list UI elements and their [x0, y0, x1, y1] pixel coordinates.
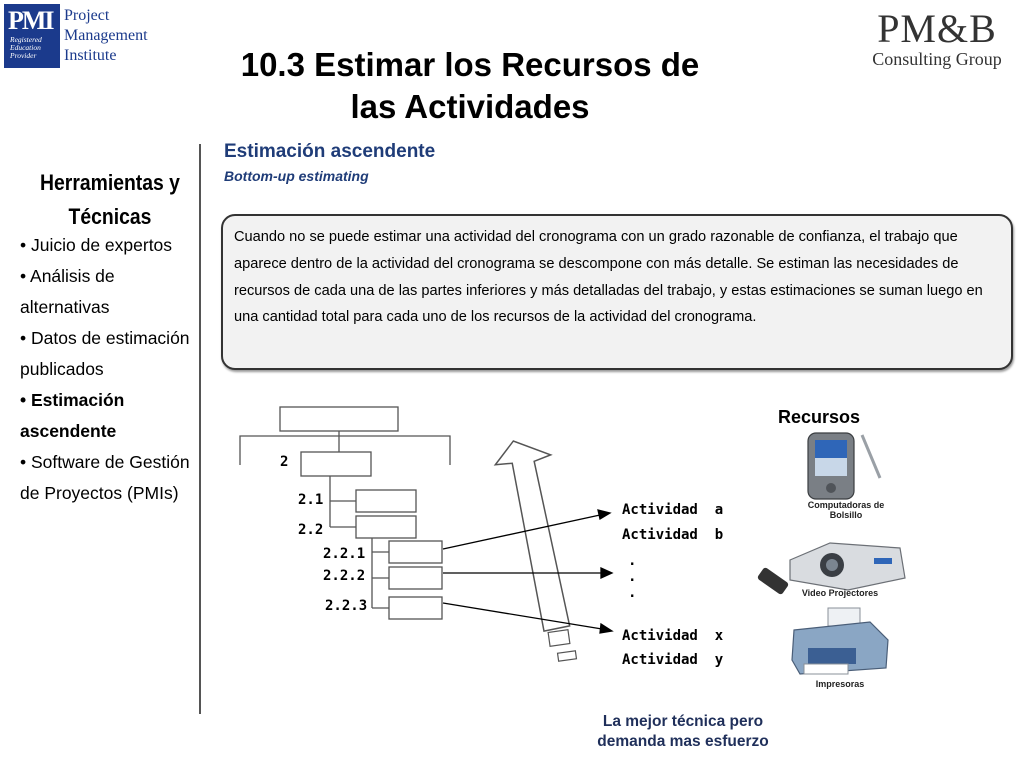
pda-icon — [808, 433, 880, 499]
pmb-logo-name: PM&B — [877, 6, 997, 51]
sidebar-heading-line-1: Herramientas y — [40, 170, 180, 195]
printer-icon — [792, 608, 888, 674]
activity-label: Actividad b — [622, 527, 724, 543]
bottom-note-line-2: demanda mas esfuerzo — [597, 733, 769, 750]
resource-caption: Impresoras — [815, 679, 865, 689]
upward-arrow-icon — [493, 438, 576, 662]
wbs-box-2-2-2 — [389, 567, 442, 589]
activity-label: Actividad x — [622, 628, 724, 644]
wbs-box-2-2 — [356, 516, 416, 538]
wbs-box-2 — [301, 452, 371, 476]
wbs-label: 2.2.3 — [325, 598, 368, 614]
wbs-label: 2.2.2 — [323, 568, 366, 584]
tools-list-item: • Software de Gestión de Proyectos (PMIs) — [20, 452, 190, 503]
bottom-note-line-1: La mejor técnica pero — [602, 713, 764, 730]
activity-ellipsis: . — [628, 569, 637, 585]
resources-heading: Recursos — [778, 407, 861, 427]
pmi-badge-text: Registered Education Provider — [10, 35, 42, 60]
page-title-line-2: las Actividades — [350, 88, 590, 125]
pmi-line-3: Institute — [64, 47, 117, 64]
pmb-logo-tagline: Consulting Group — [872, 49, 1002, 69]
sidebar-heading-line-2: Técnicas — [68, 204, 152, 229]
wbs-label: 2.1 — [298, 492, 324, 508]
wbs-box-2-2-3 — [389, 597, 442, 619]
wbs-root-box — [280, 407, 398, 431]
bottom-note — [568, 712, 798, 752]
wbs-label: 2.2 — [298, 522, 324, 538]
tools-list-item: • Juicio de expertos — [20, 235, 173, 255]
pmi-line-1: Project — [64, 7, 110, 24]
tools-list-item: • Análisis de alternativas — [20, 266, 115, 317]
wbs-box-2-2-1 — [389, 541, 442, 563]
wbs-label: 2.2.1 — [323, 546, 366, 562]
tools-list-item-highlight: • Estimación ascendente — [20, 390, 125, 441]
page-title-line-1: 10.3 Estimar los Recursos de — [240, 46, 700, 83]
resource-caption: Video Projectores — [801, 588, 879, 598]
resource-caption: Computadoras de Bolsillo — [807, 500, 885, 520]
activity-label: Actividad a — [622, 502, 724, 518]
section-title: Estimación ascendente — [224, 141, 436, 162]
activity-ellipsis: . — [628, 585, 637, 601]
activity-label: Actividad y — [622, 652, 724, 668]
pmi-line-2: Management — [64, 27, 148, 44]
activity-ellipsis: . — [628, 553, 637, 569]
description-text: Cuando no se puede estimar una actividad del cronograma con un grado razonable de confianza, el trabajo que aparece dentro de la actividad del cronograma se descompone con más detalle. Se estiman las necesidades de recursos de cada una de las partes inferiores y más detalladas del trabajo, y estas estimaciones se suman luego en una cantidad total para cada uno de los recursos de la actividad del cronograma. — [234, 229, 983, 326]
tools-list-item: • Datos de estimación publicados — [20, 328, 190, 379]
section-subtitle: Bottom-up estimating — [224, 168, 369, 184]
wbs-box-2-1 — [356, 490, 416, 512]
wbs-label: 2 — [280, 454, 289, 470]
pmi-mark-text: PMI — [8, 6, 53, 35]
